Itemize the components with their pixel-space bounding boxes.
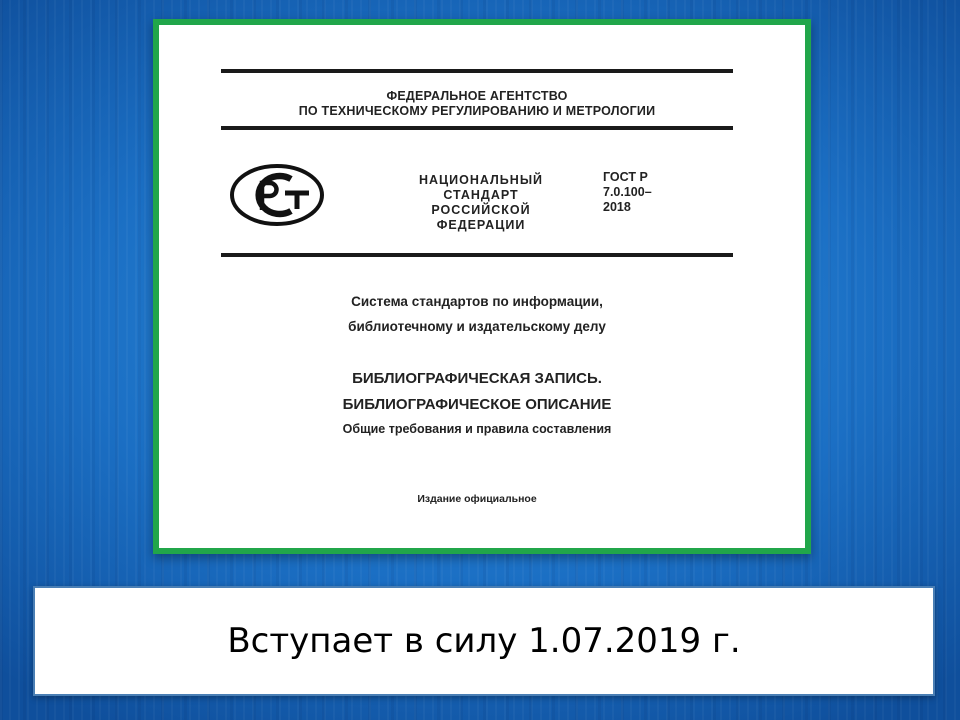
title-line-1: БИБЛИОГРАФИЧЕСКАЯ ЗАПИСЬ. (352, 370, 602, 387)
standards-system (221, 289, 733, 339)
document-title (221, 366, 733, 418)
agency-line-1: ФЕДЕРАЛЬНОЕ АГЕНТСТВО (386, 89, 568, 103)
gost-number (603, 170, 652, 215)
gost-line-1: ГОСТ Р (603, 170, 648, 184)
caption-text: Вступает в силу 1.07.2019 г. (227, 621, 741, 661)
effective-date-caption (33, 586, 935, 696)
rst-certification-logo-icon (229, 163, 325, 227)
national-standard-line-1: НАЦИОНАЛЬНЫЙ (418, 173, 544, 187)
system-line-2: библиотечному и издательскому делу (348, 319, 606, 334)
document-page (159, 25, 805, 548)
title-line-2: БИБЛИОГРАФИЧЕСКОЕ ОПИСАНИЕ (342, 396, 612, 413)
gost-line-2: 7.0.100– (603, 185, 652, 199)
agency-name (221, 89, 733, 119)
middle-rule (221, 253, 733, 257)
agency-line-2: ПО ТЕХНИЧЕСКОМУ РЕГУЛИРОВАНИЮ И МЕТРОЛОГИИ (298, 104, 656, 118)
document-frame (153, 19, 811, 554)
national-standard-label (409, 173, 553, 233)
document-subtitle: Общие требования и правила составления (342, 422, 612, 436)
national-standard-line-2: СТАНДАРТ (443, 188, 519, 202)
national-standard-line-4: ФЕДЕРАЦИИ (436, 218, 526, 232)
system-line-1: Система стандартов по информации, (351, 294, 603, 309)
header-rule (221, 126, 733, 130)
top-rule (221, 69, 733, 73)
gost-line-3: 2018 (603, 200, 631, 214)
edition-label: Издание официальное (417, 493, 537, 505)
national-standard-line-3: РОССИЙСКОЙ (431, 203, 531, 217)
